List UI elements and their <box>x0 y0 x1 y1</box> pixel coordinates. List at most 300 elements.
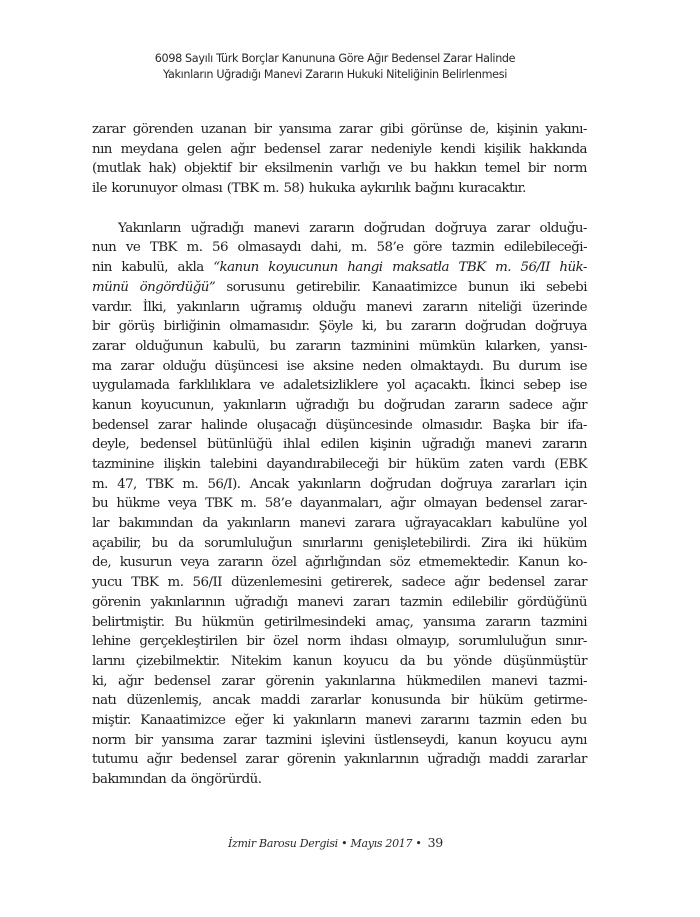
word: düzenlemesini <box>231 575 322 591</box>
word: zarar <box>245 752 279 768</box>
word: zararın <box>411 319 456 335</box>
word: zarar- <box>549 496 587 512</box>
word: İkinci <box>479 378 515 394</box>
word: uğradığı <box>234 594 288 610</box>
word: tutumu <box>92 752 139 768</box>
word: olmayıp, <box>396 634 450 650</box>
word: sınırlarını <box>302 535 363 551</box>
word: Nitekim <box>230 653 282 669</box>
word: tazmin <box>399 594 443 610</box>
text-line <box>92 159 587 179</box>
word: nun <box>92 240 117 256</box>
word: doğruya <box>440 476 493 492</box>
word: İlki, <box>142 299 167 315</box>
word: bedensel <box>180 752 237 768</box>
word: görenden <box>132 122 194 137</box>
word: yakınlarına <box>325 673 396 689</box>
word: m. <box>182 476 199 492</box>
word: 56/I). <box>207 476 241 492</box>
word: ile <box>92 181 107 197</box>
text-line <box>92 376 587 396</box>
word: bir <box>450 693 469 709</box>
word: zararın <box>485 614 531 630</box>
word: koyucunun, <box>140 397 214 413</box>
word: olmasaydı <box>237 240 301 256</box>
word: temel <box>484 161 520 177</box>
word: getirilmesindeki <box>263 614 366 630</box>
word: bu <box>385 319 402 335</box>
word: bir <box>92 319 110 335</box>
word: ağır <box>146 752 172 768</box>
word: Yakınların <box>118 220 181 236</box>
word: dayandırabileceği <box>266 457 379 472</box>
word: sebebi <box>546 279 587 295</box>
body-text <box>92 120 587 790</box>
word: kuracaktır. <box>458 181 526 197</box>
word: ki, <box>361 319 377 335</box>
word: deyle, <box>92 437 130 453</box>
word: norm <box>553 161 587 177</box>
word: göre <box>413 240 442 256</box>
word: zarar <box>92 338 126 354</box>
word: bütünlüğü <box>207 437 273 453</box>
word: m. <box>351 240 367 256</box>
text-line <box>92 475 587 495</box>
word: yansıma <box>423 614 476 630</box>
word: gibi <box>379 122 404 137</box>
word: varlığı <box>340 161 380 177</box>
word: bir <box>527 161 546 177</box>
running-header-line-2: Yakınların Uğradığı Manevi Zararın Hukuki Niteliğinin Belirlenmesi <box>163 68 507 81</box>
word: hangi <box>347 260 383 276</box>
text-line <box>92 514 587 534</box>
word: TBK <box>149 240 177 256</box>
word: açacaktı. <box>414 378 471 394</box>
word: maddi <box>488 752 529 768</box>
word: özel <box>272 634 299 650</box>
word: görüş <box>118 319 155 335</box>
word: hukuka <box>308 181 356 197</box>
word: sınır- <box>555 634 587 650</box>
word: düşüncesi <box>214 358 278 374</box>
word: kanun <box>92 397 132 413</box>
word: hükme <box>116 496 160 512</box>
word: dahi, <box>310 240 342 256</box>
word: kanun <box>457 732 497 748</box>
word: zarar <box>338 122 373 137</box>
word: zarara <box>354 516 396 532</box>
word: tazmini <box>265 732 312 748</box>
word: 58’e <box>376 240 404 256</box>
text-line <box>92 750 587 770</box>
word: bakımından <box>118 516 193 532</box>
word: sorumluluğun <box>204 535 292 551</box>
word: Kanun <box>518 555 560 571</box>
word: zararın <box>422 299 468 315</box>
word: eğer <box>234 712 264 728</box>
word: hükmün <box>201 614 254 630</box>
word: yönde <box>453 653 492 669</box>
text-line <box>92 652 587 672</box>
word: gerçekleştirilen <box>139 634 238 650</box>
word: uğrayacakları <box>404 516 492 532</box>
word: görenin <box>286 752 336 768</box>
word: dayanmaları, <box>300 496 383 512</box>
word: Zira <box>481 535 507 551</box>
word: söz <box>389 555 410 571</box>
text-line <box>92 672 587 692</box>
word: tazmi- <box>548 673 587 689</box>
text-line <box>92 140 587 160</box>
text-line <box>92 416 587 436</box>
word: vardı <box>512 457 545 472</box>
text-line <box>92 298 587 318</box>
word: lar <box>92 516 110 532</box>
word: ihdası <box>349 634 388 650</box>
word: akla <box>177 260 204 276</box>
word: sorumluluğun <box>458 634 547 650</box>
word: “kanun <box>213 260 259 276</box>
word: bir <box>540 417 558 433</box>
word: birliğinin <box>163 319 221 335</box>
word: korunuyor <box>111 181 177 197</box>
word: yakınların <box>227 516 290 532</box>
word: iki <box>517 535 533 551</box>
word: 56/II <box>520 260 550 276</box>
word: düşüncesinde <box>325 417 413 433</box>
word: işlevini <box>321 732 365 748</box>
word: ise <box>569 378 587 394</box>
word: bir <box>134 732 153 748</box>
word: doğrudan <box>464 319 526 335</box>
text-line <box>92 770 587 790</box>
word: bu <box>92 496 109 512</box>
word: ağır <box>454 575 480 591</box>
word: zararın <box>217 555 263 571</box>
word: olması <box>181 181 223 197</box>
word: zararın <box>454 397 500 413</box>
word: olmamasıdır. <box>229 319 310 335</box>
word: bedensel <box>485 496 542 512</box>
word: Ancak <box>249 476 289 492</box>
word: gelen <box>186 141 222 157</box>
word: da <box>202 516 218 532</box>
word: öngördüğü” <box>139 279 216 295</box>
word: yucu <box>92 575 123 591</box>
word: ise <box>569 358 587 374</box>
word: kendi <box>440 141 476 157</box>
word: ki, <box>92 673 108 689</box>
text-line <box>92 494 587 514</box>
word: Bu <box>174 614 192 630</box>
word: aksine <box>312 358 354 374</box>
word: norm <box>307 634 341 650</box>
word: kılarken, <box>485 338 541 354</box>
word: gördüğünü <box>517 594 587 610</box>
word: doğrudan <box>370 476 432 492</box>
text-line <box>92 455 587 475</box>
word: eden <box>530 712 562 728</box>
word: m. <box>167 575 184 591</box>
word: manevi <box>299 516 346 532</box>
word: natı <box>92 693 117 709</box>
word: bir <box>388 457 406 472</box>
word: bu <box>410 161 427 177</box>
word: yakınların <box>223 397 287 413</box>
word: mümkün <box>419 338 476 354</box>
word: yakınların <box>298 476 361 492</box>
word: zararın <box>309 220 355 236</box>
word: için <box>564 476 587 492</box>
word: olduğu <box>162 358 206 374</box>
word: bağını <box>414 181 454 197</box>
word: doğrudan <box>363 220 425 236</box>
word: TBK <box>205 496 233 512</box>
text-line <box>92 435 587 455</box>
word: yol <box>568 516 587 532</box>
word: ağır <box>118 673 144 689</box>
text-line <box>92 632 587 652</box>
word: bedensel <box>92 417 149 433</box>
word: manevi <box>366 299 413 315</box>
word: hakkın <box>434 161 477 177</box>
word: sebep <box>523 378 561 394</box>
word: 58) <box>283 181 305 197</box>
word: ancak <box>212 693 250 709</box>
paragraph-gap <box>92 199 587 219</box>
word: uzanan <box>200 122 247 137</box>
page-number: 39 <box>427 835 443 850</box>
word: getirebilir. <box>296 279 361 295</box>
word: etmemektedir. <box>418 555 510 571</box>
page-footer <box>228 835 478 852</box>
text-line <box>92 534 587 554</box>
word: m. <box>186 240 203 256</box>
word: ağırlığından <box>305 555 382 571</box>
word: talebini <box>210 457 257 472</box>
word: yakını- <box>545 122 587 137</box>
word: doğruya <box>434 220 487 236</box>
word: nın <box>92 141 112 157</box>
word: 56 <box>212 240 228 256</box>
word: zarar <box>496 220 530 236</box>
text-line <box>92 317 587 337</box>
word: ma <box>92 358 112 374</box>
word: uğradığı <box>190 220 244 236</box>
word: Başka <box>492 417 531 433</box>
word: yol <box>386 378 406 394</box>
word: öngörürdü. <box>190 772 262 787</box>
word: bu <box>269 338 286 354</box>
word: ifa- <box>567 417 587 433</box>
word: olmayan <box>423 496 478 512</box>
word: da <box>170 772 187 787</box>
word: norm <box>92 732 126 748</box>
word: genişletebilirdi. <box>373 535 471 551</box>
word: meydana <box>120 141 179 157</box>
word: yakınların <box>176 299 240 315</box>
word: ve <box>387 161 403 177</box>
word: amaç, <box>375 614 414 630</box>
text-line <box>92 179 587 199</box>
word: edilebilir <box>452 594 508 610</box>
word: olmasıdır. <box>421 417 483 433</box>
word: ki <box>272 712 284 728</box>
text-line <box>92 219 587 239</box>
word: kişilik <box>483 141 521 157</box>
word: kişinin <box>496 122 538 137</box>
word: bedensel <box>264 141 321 157</box>
word: zarar <box>92 122 126 137</box>
word: ihlal <box>283 437 310 453</box>
word: tazmini <box>540 614 587 630</box>
word: zarar <box>120 358 154 374</box>
word: bu <box>426 653 443 669</box>
word: lehine <box>92 634 131 650</box>
word: eksilmenin <box>264 161 333 177</box>
word: bakımından <box>92 772 167 787</box>
word: bedensel <box>488 575 545 591</box>
running-header-line-1: 6098 Sayılı Türk Borçlar Kanununa Göre Ağır Bedensel Zarar Halinde <box>154 52 516 65</box>
word: bir <box>238 161 257 177</box>
word: veya <box>180 555 210 571</box>
word: adaletsizliklere <box>283 378 378 394</box>
word: zararları <box>501 476 556 492</box>
word: niteliği <box>478 299 522 315</box>
text-line <box>92 731 587 751</box>
word: yakınların <box>293 712 356 728</box>
text-line <box>92 691 587 711</box>
word: larını <box>92 653 125 669</box>
word: uğradığı <box>427 752 481 768</box>
word: oluşacağı <box>256 417 317 433</box>
word: maksatla <box>392 260 449 276</box>
word: kabulü, <box>212 338 260 354</box>
word: bedensel <box>154 673 211 689</box>
word: (EBK <box>554 457 587 472</box>
text-line <box>92 613 587 633</box>
paragraph <box>92 120 587 199</box>
word: uğradığı <box>421 437 475 453</box>
word: konusunda <box>371 693 441 709</box>
word: miştir. <box>92 712 131 728</box>
word: ilişkin <box>163 457 201 472</box>
word: ağır <box>561 397 587 413</box>
text-line <box>92 120 587 140</box>
word: zarar <box>553 575 587 591</box>
word: üzerinde <box>531 299 587 315</box>
word: Kanaatimizce <box>140 712 226 728</box>
word: neden <box>362 358 402 374</box>
word: yansı- <box>550 338 587 354</box>
word: yansıma <box>279 122 332 137</box>
word: 56/II <box>192 575 222 591</box>
word: bir <box>246 634 264 650</box>
word: kabulüne <box>500 516 560 532</box>
word: (TBK <box>226 181 259 197</box>
word: veya <box>167 496 197 512</box>
running-header <box>100 51 570 83</box>
paragraph <box>92 219 587 790</box>
word: manevi <box>297 594 344 610</box>
word: koyucunun <box>268 260 338 276</box>
text-line <box>92 278 587 298</box>
word: manevi <box>485 437 532 453</box>
word: yakınlarının <box>150 594 225 610</box>
word: TBK <box>458 260 486 276</box>
word: hüküm <box>415 457 460 472</box>
word: koyucu <box>343 653 389 669</box>
word: halinde <box>200 417 248 433</box>
word: TBK <box>131 575 159 591</box>
word: getirme- <box>533 693 587 709</box>
word: ağır <box>390 496 416 512</box>
text-line <box>92 593 587 613</box>
word: Kanaatimizce <box>371 279 457 295</box>
word: tazmin <box>478 712 522 728</box>
word: uğramış <box>250 299 302 315</box>
word: bu <box>570 712 587 728</box>
word: düşünmüştür <box>503 653 587 669</box>
word: kanun <box>292 653 332 669</box>
word: iki <box>519 279 535 295</box>
word: de, <box>92 555 112 571</box>
word: açabilir, <box>92 535 142 551</box>
word: zarar <box>329 141 363 157</box>
text-line <box>92 711 587 731</box>
word: zararlar <box>310 693 361 709</box>
text-line <box>92 573 587 593</box>
word: üstlenseydi, <box>373 732 449 748</box>
text-line <box>92 258 587 278</box>
word: vardır. <box>92 299 133 315</box>
word: doğruya <box>535 319 587 335</box>
word: edilebileceği- <box>503 240 587 256</box>
word: çizebilmektir. <box>135 653 220 669</box>
word: durum <box>518 358 561 374</box>
word: ve <box>125 240 141 256</box>
word: farklılıklara <box>178 378 251 394</box>
word: bu <box>358 397 375 413</box>
word: da <box>399 653 416 669</box>
word: maddi <box>260 693 300 709</box>
word: manevi <box>491 673 538 689</box>
word: sorusunu <box>226 279 285 295</box>
word: ve <box>259 378 275 394</box>
word: doğrudan <box>383 397 445 413</box>
word: hüküm <box>479 693 524 709</box>
word: hakkında <box>529 141 587 157</box>
word: ağır <box>230 141 256 157</box>
word: aykırılık <box>359 181 411 197</box>
word: özel <box>271 555 297 571</box>
word: 58’e <box>264 496 292 512</box>
word: hak) <box>148 161 177 177</box>
text-line <box>92 553 587 573</box>
word: zararın <box>542 437 587 453</box>
word: olduğunun <box>135 338 203 354</box>
word: getirerek, <box>330 575 393 591</box>
word: yansıma <box>161 732 214 748</box>
word: bunun <box>468 279 509 295</box>
journal-citation: İzmir Barosu Dergisi • Mayıs 2017 • <box>228 837 422 850</box>
word: manevi <box>253 220 300 236</box>
word: kusurun <box>119 555 172 571</box>
word: görenin <box>265 673 315 689</box>
word: düzenlemiş, <box>126 693 202 709</box>
word: m. <box>495 260 511 276</box>
word: uygulamada <box>92 378 170 394</box>
